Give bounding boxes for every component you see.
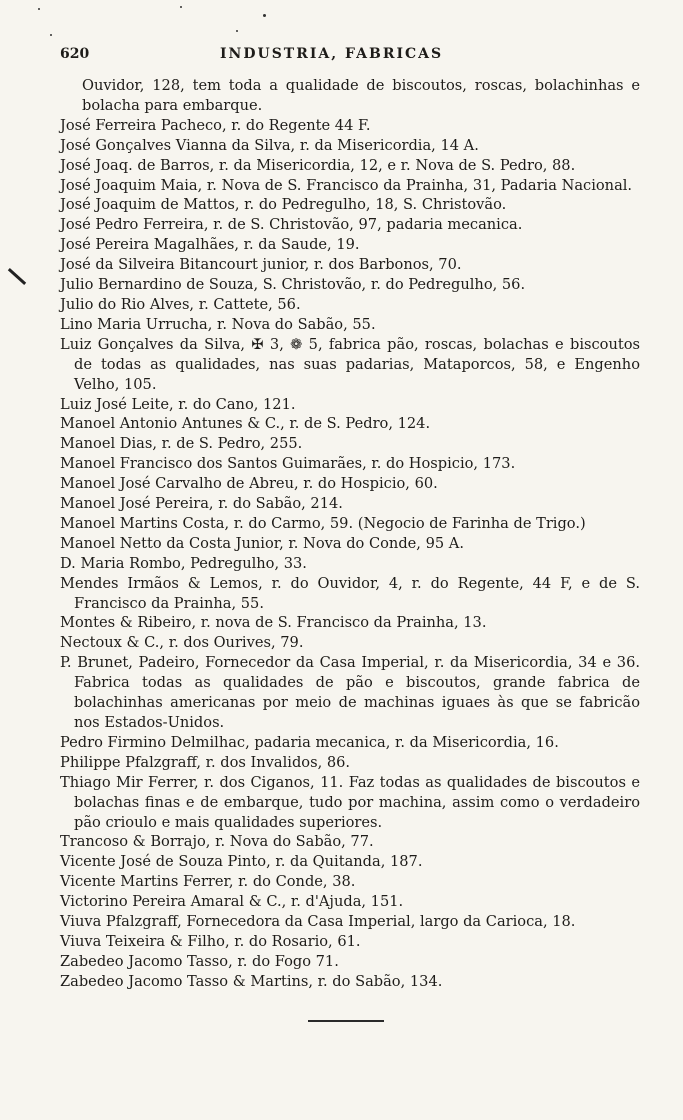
directory-entry: Zabedeo Jacomo Tasso, r. do Fogo 71.: [60, 952, 339, 970]
directory-entry: José Pereira Magalhães, r. da Saude, 19.: [60, 236, 360, 254]
directory-entry: Vicente José de Souza Pinto, r. da Quitanda, 187.: [60, 853, 423, 871]
directory-entry: Philippe Pfalzgraff, r. dos Invalidos, 86.: [60, 753, 351, 771]
page-speck: [180, 6, 182, 8]
directory-entry: Viuva Pfalzgraff, Fornecedora da Casa Imperial, largo da Carioca, 18.: [60, 913, 576, 931]
directory-entry: Luiz José Leite, r. do Cano, 121.: [60, 395, 296, 413]
directory-entry: José Joaquim Maia, r. Nova de S. Francisco da Prainha, 31, Padaria Nacional.: [60, 176, 633, 194]
directory-entry: Manoel José Pereira, r. do Sabão, 214.: [60, 495, 343, 513]
directory-entries: [60, 76, 640, 992]
directory-entry: Montes & Ribeiro, r. nova de S. Francisco da Prainha, 13.: [60, 614, 487, 632]
directory-entry: Julio do Rio Alves, r. Cattete, 56.: [60, 295, 301, 313]
directory-entry: P. Brunet, Padeiro, Fornecedor da Casa Imperial, r. da Misericordia, 34 e 36. Fabrica todas as qualidades de pão e biscoutos, grande fabrica de bolachinhas americanas por meio de machinas iguaes às que se fabricão nos Estados-Unidos.: [60, 654, 640, 731]
directory-entry: Manoel Francisco dos Santos Guimarães, r. do Hospicio, 173.: [60, 455, 516, 473]
directory-entry: Trancoso & Borrajo, r. Nova do Sabão, 77.: [60, 833, 374, 851]
page-speck: [263, 14, 266, 17]
directory-entry: D. Maria Rombo, Pedregulho, 33.: [60, 554, 307, 572]
directory-entry: José Ferreira Pacheco, r. do Regente 44 F.: [60, 116, 371, 134]
margin-pen-mark: [8, 268, 26, 285]
page-number: 620: [60, 46, 90, 62]
page-speck: [38, 8, 40, 10]
running-title: INDUSTRIA, FABRICAS: [220, 46, 444, 62]
page-speck: [50, 34, 52, 36]
directory-entry: Manoel Martins Costa, r. do Carmo, 59. (Negocio de Farinha de Trigo.): [60, 514, 586, 532]
closing-rule: [308, 1020, 384, 1022]
directory-entry: Lino Maria Urrucha, r. Nova do Sabão, 55.: [60, 315, 376, 333]
directory-entry: Manoel José Carvalho de Abreu, r. do Hospicio, 60.: [60, 475, 438, 493]
directory-entry: Viuva Teixeira & Filho, r. do Rosario, 61.: [60, 932, 361, 950]
directory-entry: José da Silveira Bitancourt junior, r. dos Barbonos, 70.: [60, 256, 462, 274]
directory-entry: José Pedro Ferreira, r. de S. Christovão, 97, padaria mecanica.: [60, 216, 523, 234]
directory-entry: Manoel Netto da Costa Junior, r. Nova do Conde, 95 A.: [60, 534, 464, 552]
directory-entry: Pedro Firmino Delmilhac, padaria mecanica, r. da Misericordia, 16.: [60, 733, 559, 751]
directory-entry: Manoel Antonio Antunes & C., r. de S. Pedro, 124.: [60, 415, 431, 433]
page-header: [60, 46, 640, 68]
directory-entry: José Gonçalves Vianna da Silva, r. da Misericordia, 14 A.: [60, 136, 479, 154]
directory-entry: José Joaq. de Barros, r. da Misericordia, 12, e r. Nova de S. Pedro, 88.: [60, 156, 576, 174]
directory-entry: Vicente Martins Ferrer, r. do Conde, 38.: [60, 873, 356, 891]
directory-entry: Victorino Pereira Amaral & C., r. d'Ajuda, 151.: [60, 893, 404, 911]
directory-entry: Ouvidor, 128, tem toda a qualidade de biscoutos, roscas, bolachinhas e bolacha para embarque.: [82, 77, 640, 114]
directory-entry: Manoel Dias, r. de S. Pedro, 255.: [60, 435, 303, 453]
directory-entry: Julio Bernardino de Souza, S. Christovão, r. do Pedregulho, 56.: [60, 276, 526, 294]
page-speck: [236, 30, 238, 32]
directory-entry: Mendes Irmãos & Lemos, r. do Ouvidor, 4, r. do Regente, 44 F, e de S. Francisco da Prainha, 55.: [60, 574, 640, 612]
directory-entry: José Joaquim de Mattos, r. do Pedregulho, 18, S. Christovão.: [60, 196, 507, 214]
directory-entry: Thiago Mir Ferrer, r. dos Ciganos, 11. Faz todas as qualidades de biscoutos e bolachas finas e de embarque, tudo por machina, assim como o verdadeiro pão crioulo e mais qualidades superiores.: [60, 773, 640, 831]
directory-entry: Zabedeo Jacomo Tasso & Martins, r. do Sabão, 134.: [60, 972, 443, 990]
directory-entry: Nectoux & C., r. dos Ourives, 79.: [60, 634, 304, 652]
directory-entry: Luiz Gonçalves da Silva, ✠ 3, ❁ 5, fabrica pão, roscas, bolachas e biscoutos de todas as qualidades, nas suas padarias, Mataporcos, 58, e Engenho Velho, 105.: [60, 335, 640, 393]
